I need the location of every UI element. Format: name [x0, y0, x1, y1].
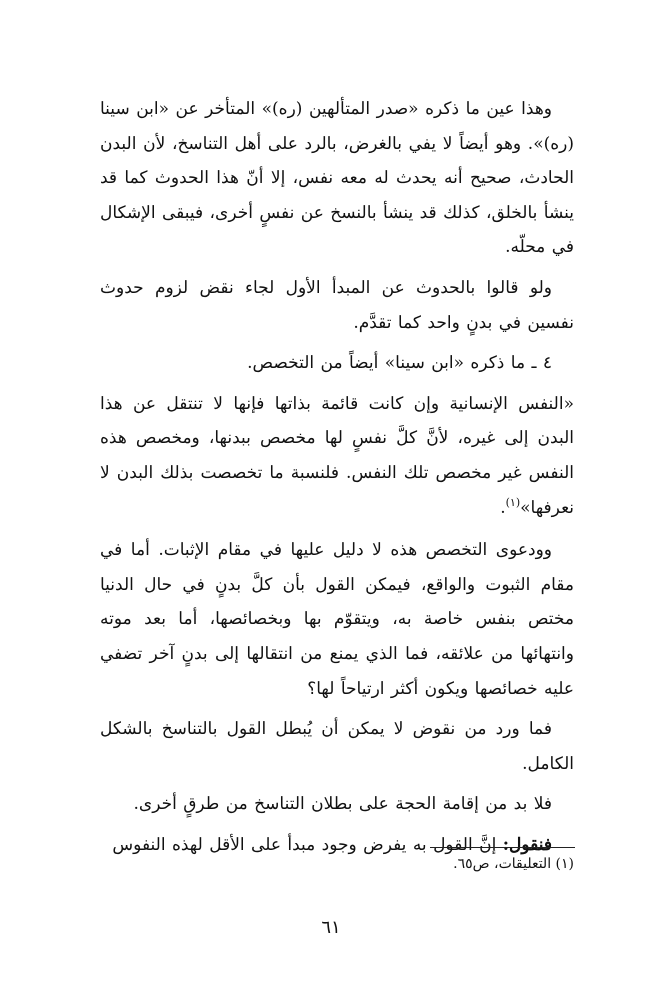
footnote: (١) التعليقات، ص٦٥. [453, 856, 574, 872]
block-quote: «النفس الإنسانية وإن كانت قائمة بذاتها فإنها لا تنتقل عن هذا البدن إلى غيره، لأنَّ كلَّ نفسٍ لها مخصص ببدنها، ومخصص هذه النفس غير مخصص تلك النفس. فلنسبة ما تخصصت بذلك البدن لا نعرفها»$^{(١)}$. [100, 393, 574, 518]
footnote-reference: (١) [505, 495, 521, 509]
footnote-divider [430, 847, 575, 848]
paragraph: وهذا عين ما ذكره «صدر المتألهين (ره)» المتأخر عن «ابن سينا (ره)». وهو أيضاً لا يفي بالغرض، بالرد على أهل التناسخ، لأن البدن الحادث، صحيح أنه يحدث له معه نفس، إلا أنّ هذا الحدوث كما قد ينشأ بالخلق، كذلك قد ينشأ بالنسخ عن نفسٍ أخرى، فيبقى الإشكال في محلّه. [100, 99, 574, 258]
paragraph: ولو قالوا بالحدوث عن المبدأ الأول لجاء نقض لزوم حدوث نفسين في بدنٍ واحد كما تقدَّم. [100, 277, 574, 333]
paragraph-text: إنَّ القول به يفرض وجود مبدأ على الأقل لهذه النفوس [112, 834, 497, 855]
page-number: ٦١ [321, 917, 341, 938]
lead-word: فنقول: [502, 834, 552, 855]
paragraph: فلا بد من إقامة الحجة على بطلان التناسخ من طرقٍ أخرى. [133, 794, 552, 815]
paragraph: وودعوى التخصص هذه لا دليل عليها في مقام الإثبات. أما في مقام الثبوت والواقع، فيمكن القول بأن كلَّ بدنٍ في حال الدنيا مختص بنفس خاصة به، ويتقوّم بها وبخصائصها، أما بعد موته وانتهائها من علائقه، فما الذي يمنع من انتقالها إلى بدنٍ آخر تضفي عليه خصائصها ويكون أكثر ارتياحاً لها؟ [100, 540, 574, 699]
quote-text: «النفس الإنسانية وإن كانت قائمة بذاتها فإنها لا تنتقل عن هذا البدن إلى غيره، لأنَّ كلَّ نفسٍ لها مخصص ببدنها، ومخصص هذه النفس غير مخصص تلك النفس. فلنسبة ما تخصصت بذلك البدن لا نعرفها» [100, 393, 574, 518]
body-text [100, 92, 574, 868]
paragraph: فما ورد من نقوض لا يمكن أن يُبطل القول بالتناسخ بالشكل الكامل. [100, 719, 574, 774]
section-heading: ٤ ـ ما ذكره «ابن سينا» أيضاً من التخصص. [247, 353, 552, 374]
